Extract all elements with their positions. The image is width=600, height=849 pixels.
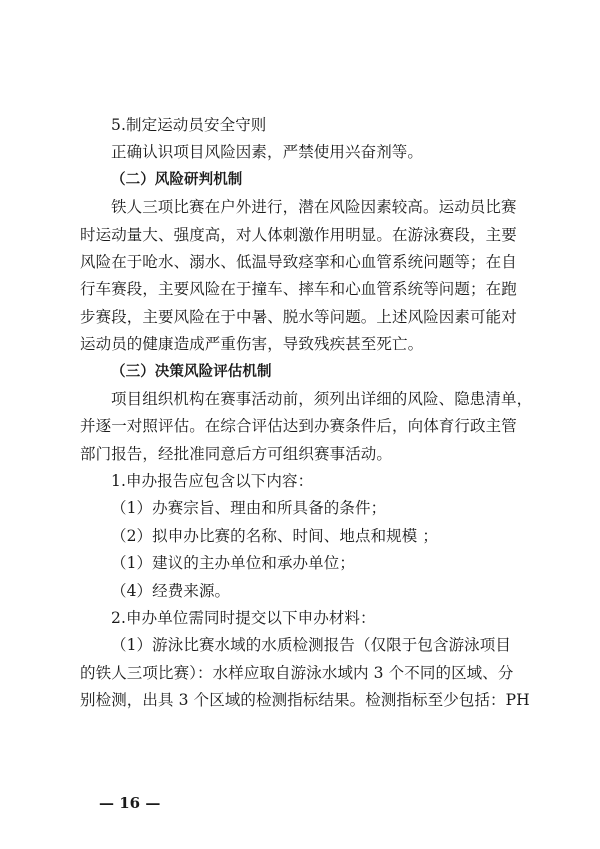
- item5-text: 正确认识项目风险因素，严禁使用兴奋剂等。: [111, 143, 424, 162]
- section2-heading: （二）风险研判机制: [111, 171, 243, 188]
- paragraph-line: 并逐一对照评估。在综合评估达到办赛条件后，向体育行政主管: [80, 417, 517, 436]
- paragraph-line: 部门报告，经批准同意后方可组织赛事活动。: [80, 444, 393, 463]
- paragraph-line: 步赛段，主要风险在于中暑、脱水等问题。上述风险因素可能对: [80, 307, 517, 326]
- list-item: （1）办赛宗旨、理由和所具备的条件；: [111, 499, 387, 518]
- paragraph-line: （1）游泳比赛水域的水质检测报告（仅限于包含游泳项目: [111, 636, 511, 655]
- list-item: （1）建议的主办单位和承办单位；: [111, 554, 355, 573]
- paragraph-line: 的铁人三项比赛）：水样应取自游泳水域内 3 个不同的区域、分: [80, 663, 514, 682]
- page-number: — 16 —: [99, 794, 161, 812]
- item2-title: 2.申办单位需同时提交以下申办材料：: [111, 609, 376, 628]
- paragraph-line: 时运动量大、强度高，对人体刺激作用明显。在游泳赛段，主要: [80, 225, 517, 244]
- item1-title: 1.申办报告应包含以下内容：: [111, 472, 314, 491]
- section3-heading: （三）决策风险评估机制: [111, 363, 272, 380]
- paragraph-line: 项目组织机构在赛事活动前，须列出详细的风险、隐患清单，: [111, 389, 533, 408]
- paragraph-line: 风险在于呛水、溺水、低温导致痉挛和心血管系统问题等；在自: [80, 252, 517, 271]
- document-body: [80, 112, 533, 715]
- paragraph-line: 行车赛段，主要风险在于撞车、摔车和心血管系统等问题；在跑: [80, 280, 517, 299]
- list-item: （2）拟申办比赛的名称、时间、地点和规模 ；: [111, 526, 438, 545]
- list-item: （4）经费来源。: [111, 581, 231, 600]
- paragraph-line: 运动员的健康造成严重伤害，导致残疾甚至死亡。: [80, 335, 424, 354]
- paragraph-line: 别检测，出具 3 个区域的检测指标结果。检测指标至少包括：PH: [80, 691, 530, 710]
- item5-title: 5.制定运动员安全守则: [111, 116, 267, 134]
- paragraph-line: 铁人三项比赛在户外进行，潜在风险因素较高。运动员比赛: [111, 198, 517, 217]
